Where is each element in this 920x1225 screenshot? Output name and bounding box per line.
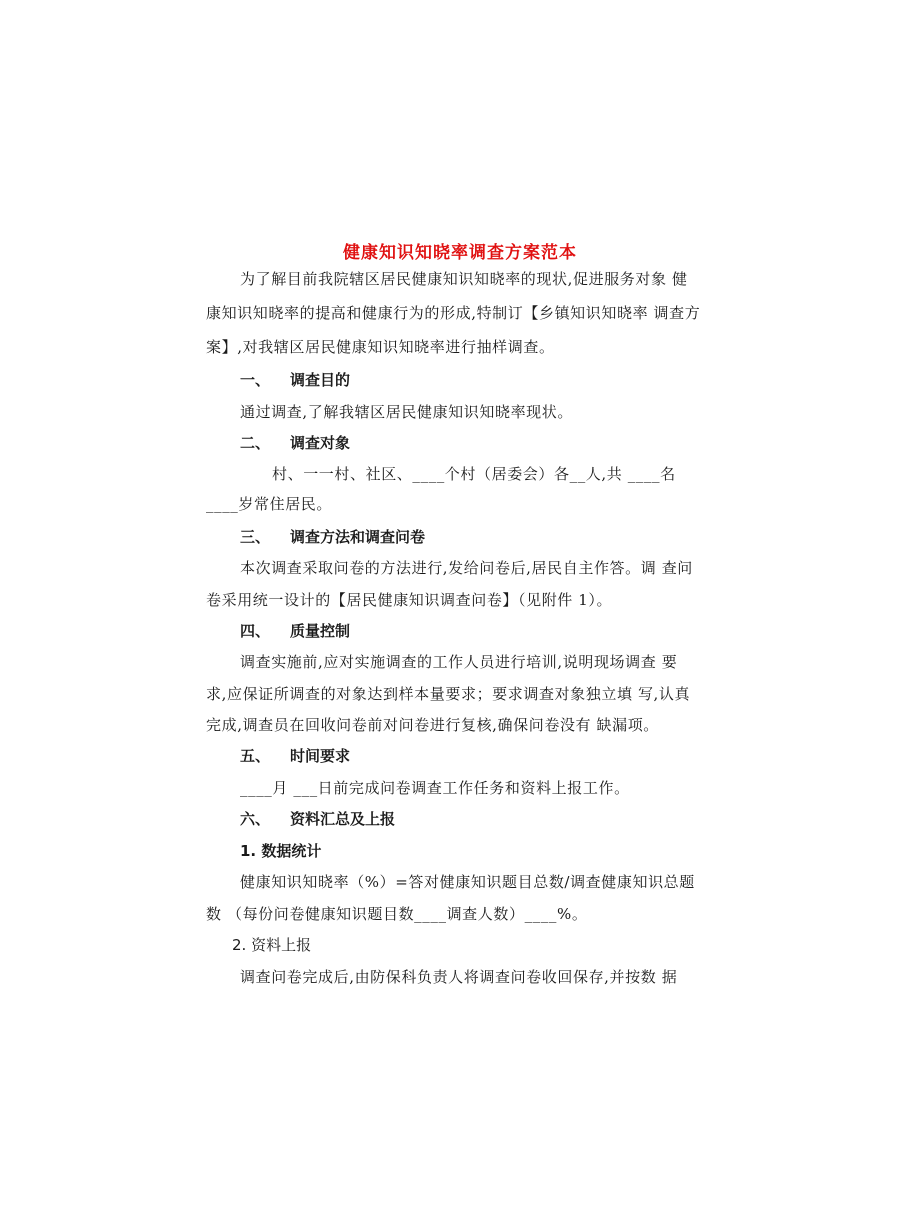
section-6-number: 六、 bbox=[240, 810, 271, 828]
section-4-body-line-3: 完成,调查员在回收问卷前对问卷进行复核,确保问卷没有 缺漏项。 bbox=[206, 716, 659, 734]
section-2-number: 二、 bbox=[240, 434, 271, 452]
section-4-body-line-2: 求,应保证所调查的对象达到样本量要求；要求调查对象独立填 写,认真 bbox=[206, 685, 691, 703]
section-3-body-line-1: 本次调查采取问卷的方法进行,发给问卷后,居民自主作答。调 查问 bbox=[240, 559, 693, 577]
intro-line-1: 为了解目前我院辖区居民健康知识知晓率的现状,促进服务对象 健 bbox=[240, 270, 688, 288]
section-1-title: 调查目的 bbox=[290, 371, 351, 389]
section-4-heading bbox=[240, 620, 350, 641]
section-3-body-line-2: 卷采用统一设计的【居民健康知识调查问卷】（见附件 1）。 bbox=[206, 591, 613, 609]
section-5-title: 时间要求 bbox=[290, 747, 351, 765]
section-2-body-line-2: ____岁常住居民。 bbox=[206, 495, 333, 513]
section-1-number: 一、 bbox=[240, 371, 271, 389]
section-3-heading bbox=[240, 526, 425, 547]
subsection-1-body-line-2: 数 （每份问卷健康知识题目数____调查人数）____%。 bbox=[206, 905, 588, 923]
section-4-body-line-1: 调查实施前,应对实施调查的工作人员进行培训,说明现场调查 要 bbox=[240, 653, 678, 671]
subsection-1-body-line-1: 健康知识知晓率（%）=答对健康知识题目总数/调查健康知识总题 bbox=[240, 873, 695, 891]
section-6-heading bbox=[240, 808, 395, 829]
section-5-heading bbox=[240, 745, 350, 766]
section-5-number: 五、 bbox=[240, 747, 271, 765]
section-2-title: 调查对象 bbox=[290, 434, 351, 452]
subsection-1-heading: 1. 数据统计 bbox=[240, 842, 322, 860]
section-3-number: 三、 bbox=[240, 528, 271, 546]
section-2-body-line-1: 村、一一村、社区、____个村（居委会）各__人,共 ____名 bbox=[272, 465, 676, 483]
section-1-heading bbox=[240, 369, 350, 390]
section-2-heading bbox=[240, 432, 350, 453]
intro-line-3: 案】,对我辖区居民健康知识知晓率进行抽样调查。 bbox=[206, 338, 555, 356]
document-title: 健康知识知晓率调查方案范本 bbox=[343, 243, 577, 263]
section-5-body-line-1: ____月 ___日前完成问卷调查工作任务和资料上报工作。 bbox=[240, 779, 630, 797]
section-3-title: 调查方法和调查问卷 bbox=[290, 528, 426, 546]
section-4-number: 四、 bbox=[240, 622, 271, 640]
subsection-2-body-line-1: 调查问卷完成后,由防保科负责人将调查问卷收回保存,并按数 据 bbox=[240, 968, 678, 986]
section-1-body-line-1: 通过调查,了解我辖区居民健康知识知晓率现状。 bbox=[240, 403, 573, 421]
section-4-title: 质量控制 bbox=[290, 622, 351, 640]
subsection-2-heading: 2. 资料上报 bbox=[232, 936, 312, 954]
section-6-title: 资料汇总及上报 bbox=[290, 810, 396, 828]
intro-line-2: 康知识知晓率的提高和健康行为的形成,特制订【乡镇知识知晓率 调查方 bbox=[206, 304, 701, 322]
